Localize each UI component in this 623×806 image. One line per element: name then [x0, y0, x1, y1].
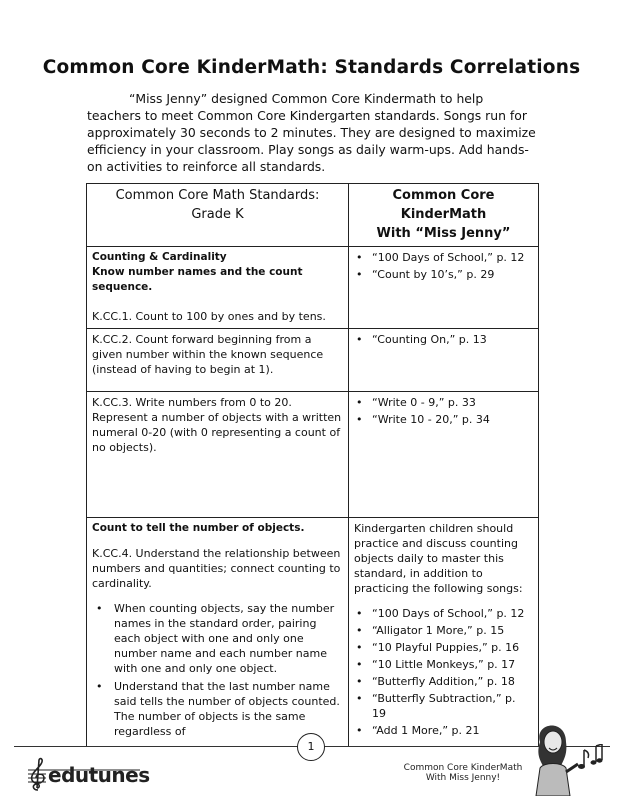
song-item: • “Butterfly Subtraction,” p. 19	[372, 691, 532, 721]
page-title: Common Core KinderMath: Standards Correlations	[42, 57, 581, 78]
intro-paragraph	[87, 90, 537, 175]
standard-cell	[87, 518, 349, 747]
brand-line-2: With Miss Jenny!	[425, 773, 501, 783]
song-item: • “Alligator 1 More,” p. 15	[372, 623, 532, 638]
section-heading: Counting & Cardinality	[92, 251, 227, 263]
miss-jenny-illustration-icon	[522, 712, 582, 796]
song-item: • “10 Playful Puppies,” p. 16	[372, 640, 532, 655]
standard-cell	[87, 329, 349, 392]
song-item: • “10 Little Monkeys,” p. 17	[372, 657, 532, 672]
brand-line-1: Common Core KinderMath	[403, 763, 523, 773]
table-row	[87, 329, 539, 392]
standard-text: K.CC.2. Count forward beginning from a given number within the known sequence (instead of having to begin at 1).	[92, 333, 324, 376]
standard-bullet: • Understand that the last number name said tells the number of objects counted. The number of objects is the same regardless of	[114, 679, 342, 739]
standards-table	[86, 183, 539, 747]
header-standards	[87, 184, 349, 247]
song-item: • “Butterfly Addition,” p. 18	[372, 674, 532, 689]
standard-cell	[87, 392, 349, 518]
music-notes-icon	[576, 744, 606, 774]
header-kindermath-line1: Common Core KinderMath	[392, 188, 495, 222]
song-item: • “Counting On,” p. 13	[372, 332, 532, 347]
table-row	[87, 247, 539, 329]
song-item: • “Count by 10’s,” p. 29	[372, 267, 532, 282]
table-header-row	[87, 184, 539, 247]
table-row	[87, 392, 539, 518]
song-item: • “Write 10 - 20,” p. 34	[372, 412, 532, 427]
standard-text: K.CC.4. Understand the relationship between numbers and quantities; connect counting to cardinality.	[92, 547, 341, 590]
footer-brand	[388, 763, 538, 783]
header-standards-line1: Common Core Math Standards:	[115, 188, 320, 203]
standard-bullet: • When counting objects, say the number names in the standard order, pairing each object with one and only one number name and each number name with one and only one object.	[114, 601, 342, 676]
song-item: • “100 Days of School,” p. 12	[372, 250, 532, 265]
song-item: • “Write 0 - 9,” p. 33	[372, 395, 532, 410]
section-heading: Count to tell the number of objects.	[92, 522, 305, 534]
header-kindermath	[349, 184, 539, 247]
header-kindermath-line2: With “Miss Jenny”	[376, 226, 511, 241]
practice-note: Kindergarten children should practice and discuss counting objects daily to master this standard, in addition to practicing the following songs:	[354, 522, 523, 595]
song-item: • “100 Days of School,” p. 12	[372, 606, 532, 621]
songs-cell	[349, 518, 539, 747]
table-row	[87, 518, 539, 747]
page-number: 1	[297, 733, 325, 761]
intro-text: “Miss Jenny” designed Common Core Kindermath to help teachers to meet Common Core Kindergarten standards. Songs run for approximately 30 seconds to 2 minutes. They are designed to maximize efficiency in your classroom. Play songs as daily warm-ups. Add hands-on activities to reinforce all standards.	[87, 91, 536, 174]
songs-cell	[349, 247, 539, 329]
songs-cell	[349, 392, 539, 518]
standard-text: K.CC.1. Count to 100 by ones and by tens.	[92, 310, 326, 323]
standard-cell	[87, 247, 349, 329]
songs-cell	[349, 329, 539, 392]
section-subheading: Know number names and the count sequence.	[92, 266, 303, 293]
header-standards-line2: Grade K	[191, 207, 244, 222]
standard-text: K.CC.3. Write numbers from 0 to 20. Represent a number of objects with a written numeral 0-20 (with 0 representing a count of no objects).	[92, 396, 342, 454]
edutunes-logo: edutunes	[48, 763, 150, 787]
song-item: • “Add 1 More,” p. 21	[372, 723, 532, 738]
